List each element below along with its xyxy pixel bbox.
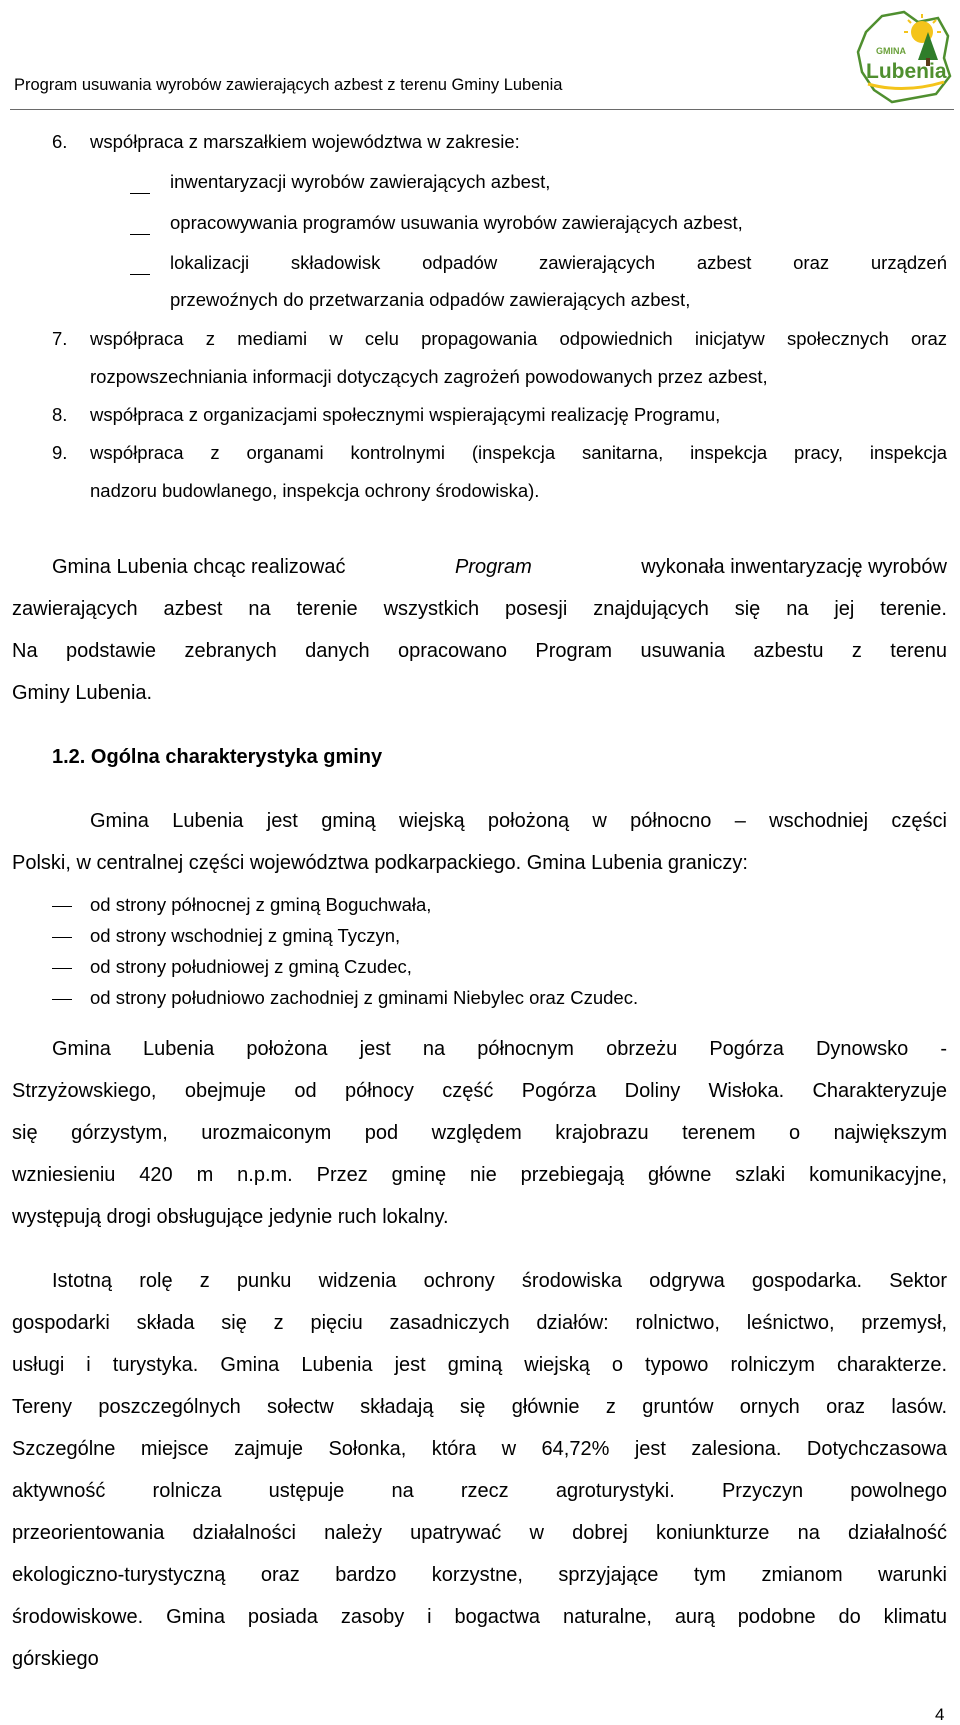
list-item-continuation: nadzoru budowlanego, inspekcja ochrony środowiska).	[90, 480, 540, 501]
gmina-lubenia-logo	[852, 2, 956, 106]
paragraph-line: się górzystym, urozmaiconym pod względem krajobrazu terenem o największym	[12, 1122, 947, 1144]
paragraph-line: występują drogi obsługujące jedynie ruch lokalny.	[12, 1206, 449, 1228]
paragraph-line: usługi i turystyka. Gmina Lubenia jest gminą wiejską o typowo rolniczym charakterze.	[12, 1354, 947, 1376]
dash-bullet	[52, 906, 72, 907]
list-number: 9.	[52, 442, 68, 463]
list-item: współpraca z organami kontrolnymi (inspekcja sanitarna, inspekcja pracy, inspekcja	[90, 442, 947, 463]
dash-bullet	[130, 274, 150, 275]
paragraph-line: Istotną rolę z punku widzenia ochrony środowiska odgrywa gospodarka. Sektor	[52, 1270, 947, 1292]
sub-list-item: inwentaryzacji wyrobów zawierających azbest,	[170, 171, 551, 192]
sub-list-item-continuation: przewoźnych do przetwarzania odpadów zawierających azbest,	[170, 289, 691, 310]
paragraph-line: aktywność rolnicza ustępuje na rzecz agroturystyki. Przyczyn powolnego	[12, 1480, 947, 1502]
dash-bullet	[130, 193, 150, 194]
border-list-item: od strony południowo zachodniej z gminami Niebylec oraz Czudec.	[90, 987, 639, 1008]
border-list-item: od strony południowej z gminą Czudec,	[90, 956, 412, 977]
list-number: 7.	[52, 328, 68, 349]
list-number: 6.	[52, 131, 68, 152]
sub-list-item: opracowywania programów usuwania wyrobów zawierających azbest,	[170, 212, 743, 233]
page-number: 4	[935, 1705, 945, 1724]
section-heading: 1.2. Ogólna charakterystyka gminy	[52, 746, 383, 768]
paragraph-line: zawierających azbest na terenie wszystkich posesji znajdujących się na jej terenie.	[12, 598, 947, 620]
paragraph-line: Gminy Lubenia.	[12, 682, 153, 704]
paragraph-line: ekologiczno-turystyczną oraz bardzo korzystne, sprzyjające tym zmianom warunki	[12, 1564, 947, 1586]
paragraph-line: Tereny poszczególnych sołectw składają się głównie z gruntów ornych oraz lasów.	[12, 1396, 947, 1418]
dash-bullet	[130, 234, 150, 235]
paragraph-line: Gmina Lubenia chcąc realizować Program wykonała inwentaryzację wyrobów	[52, 556, 947, 578]
paragraph-line: środowiskowe. Gmina posiada zasoby i bogactwa naturalne, aurą podobne do klimatu	[12, 1606, 947, 1628]
dash-bullet	[52, 937, 72, 938]
paragraph-line: Na podstawie zebranych danych opracowano Program usuwania azbestu z terenu	[12, 640, 947, 662]
paragraph-line: przeorientowania działalności należy upatrywać w dobrej koniunkturze na działalność	[12, 1522, 947, 1544]
dash-bullet	[52, 999, 72, 1000]
paragraph-line: Gmina Lubenia jest gminą wiejską położoną w północno – wschodniej części	[90, 810, 947, 832]
list-item: współpraca z organizacjami społecznymi wspierającymi realizację Programu,	[90, 404, 721, 425]
list-item-continuation: rozpowszechniania informacji dotyczących zagrożeń powodowanych przez azbest,	[90, 366, 768, 387]
svg-text:GMINA: GMINA	[876, 46, 906, 56]
sub-list-item: lokalizacji składowisk odpadów zawierających azbest oraz urządzeń	[170, 252, 947, 273]
paragraph-line: Gmina Lubenia położona jest na północnym obrzeżu Pogórza Dynowsko -	[52, 1038, 947, 1060]
paragraph-line: Szczególne miejsce zajmuje Sołonka, która w 64,72% jest zalesiona. Dotychczasowa	[12, 1438, 947, 1460]
list-item: współpraca z marszałkiem województwa w zakresie:	[90, 131, 520, 152]
page-header	[0, 0, 960, 110]
list-number: 8.	[52, 404, 68, 425]
paragraph-line: Polski, w centralnej części województwa podkarpackiego. Gmina Lubenia graniczy:	[12, 852, 748, 874]
paragraph-line: wzniesieniu 420 m n.p.m. Przez gminę nie przebiegają główne szlaki komunikacyjne,	[12, 1164, 947, 1186]
paragraph-line: gospodarki składa się z pięciu zasadniczych działów: rolnictwo, leśnictwo, przemysł,	[12, 1312, 947, 1334]
border-list-item: od strony wschodniej z gminą Tyczyn,	[90, 925, 401, 946]
paragraph-line: górskiego	[12, 1648, 99, 1670]
header-rule	[10, 109, 954, 110]
list-item: współpraca z mediami w celu propagowania odpowiednich inicjatyw społecznych oraz	[90, 328, 947, 349]
border-list-item: od strony północnej z gminą Boguchwała,	[90, 894, 432, 915]
svg-text:Lubenia: Lubenia	[866, 60, 947, 83]
dash-bullet	[52, 968, 72, 969]
paragraph-line: Strzyżowskiego, obejmuje od północy część Pogórza Doliny Wisłoka. Charakteryzuje	[12, 1080, 947, 1102]
header-title: Program usuwania wyrobów zawierających azbest z terenu Gminy Lubenia	[14, 76, 563, 94]
